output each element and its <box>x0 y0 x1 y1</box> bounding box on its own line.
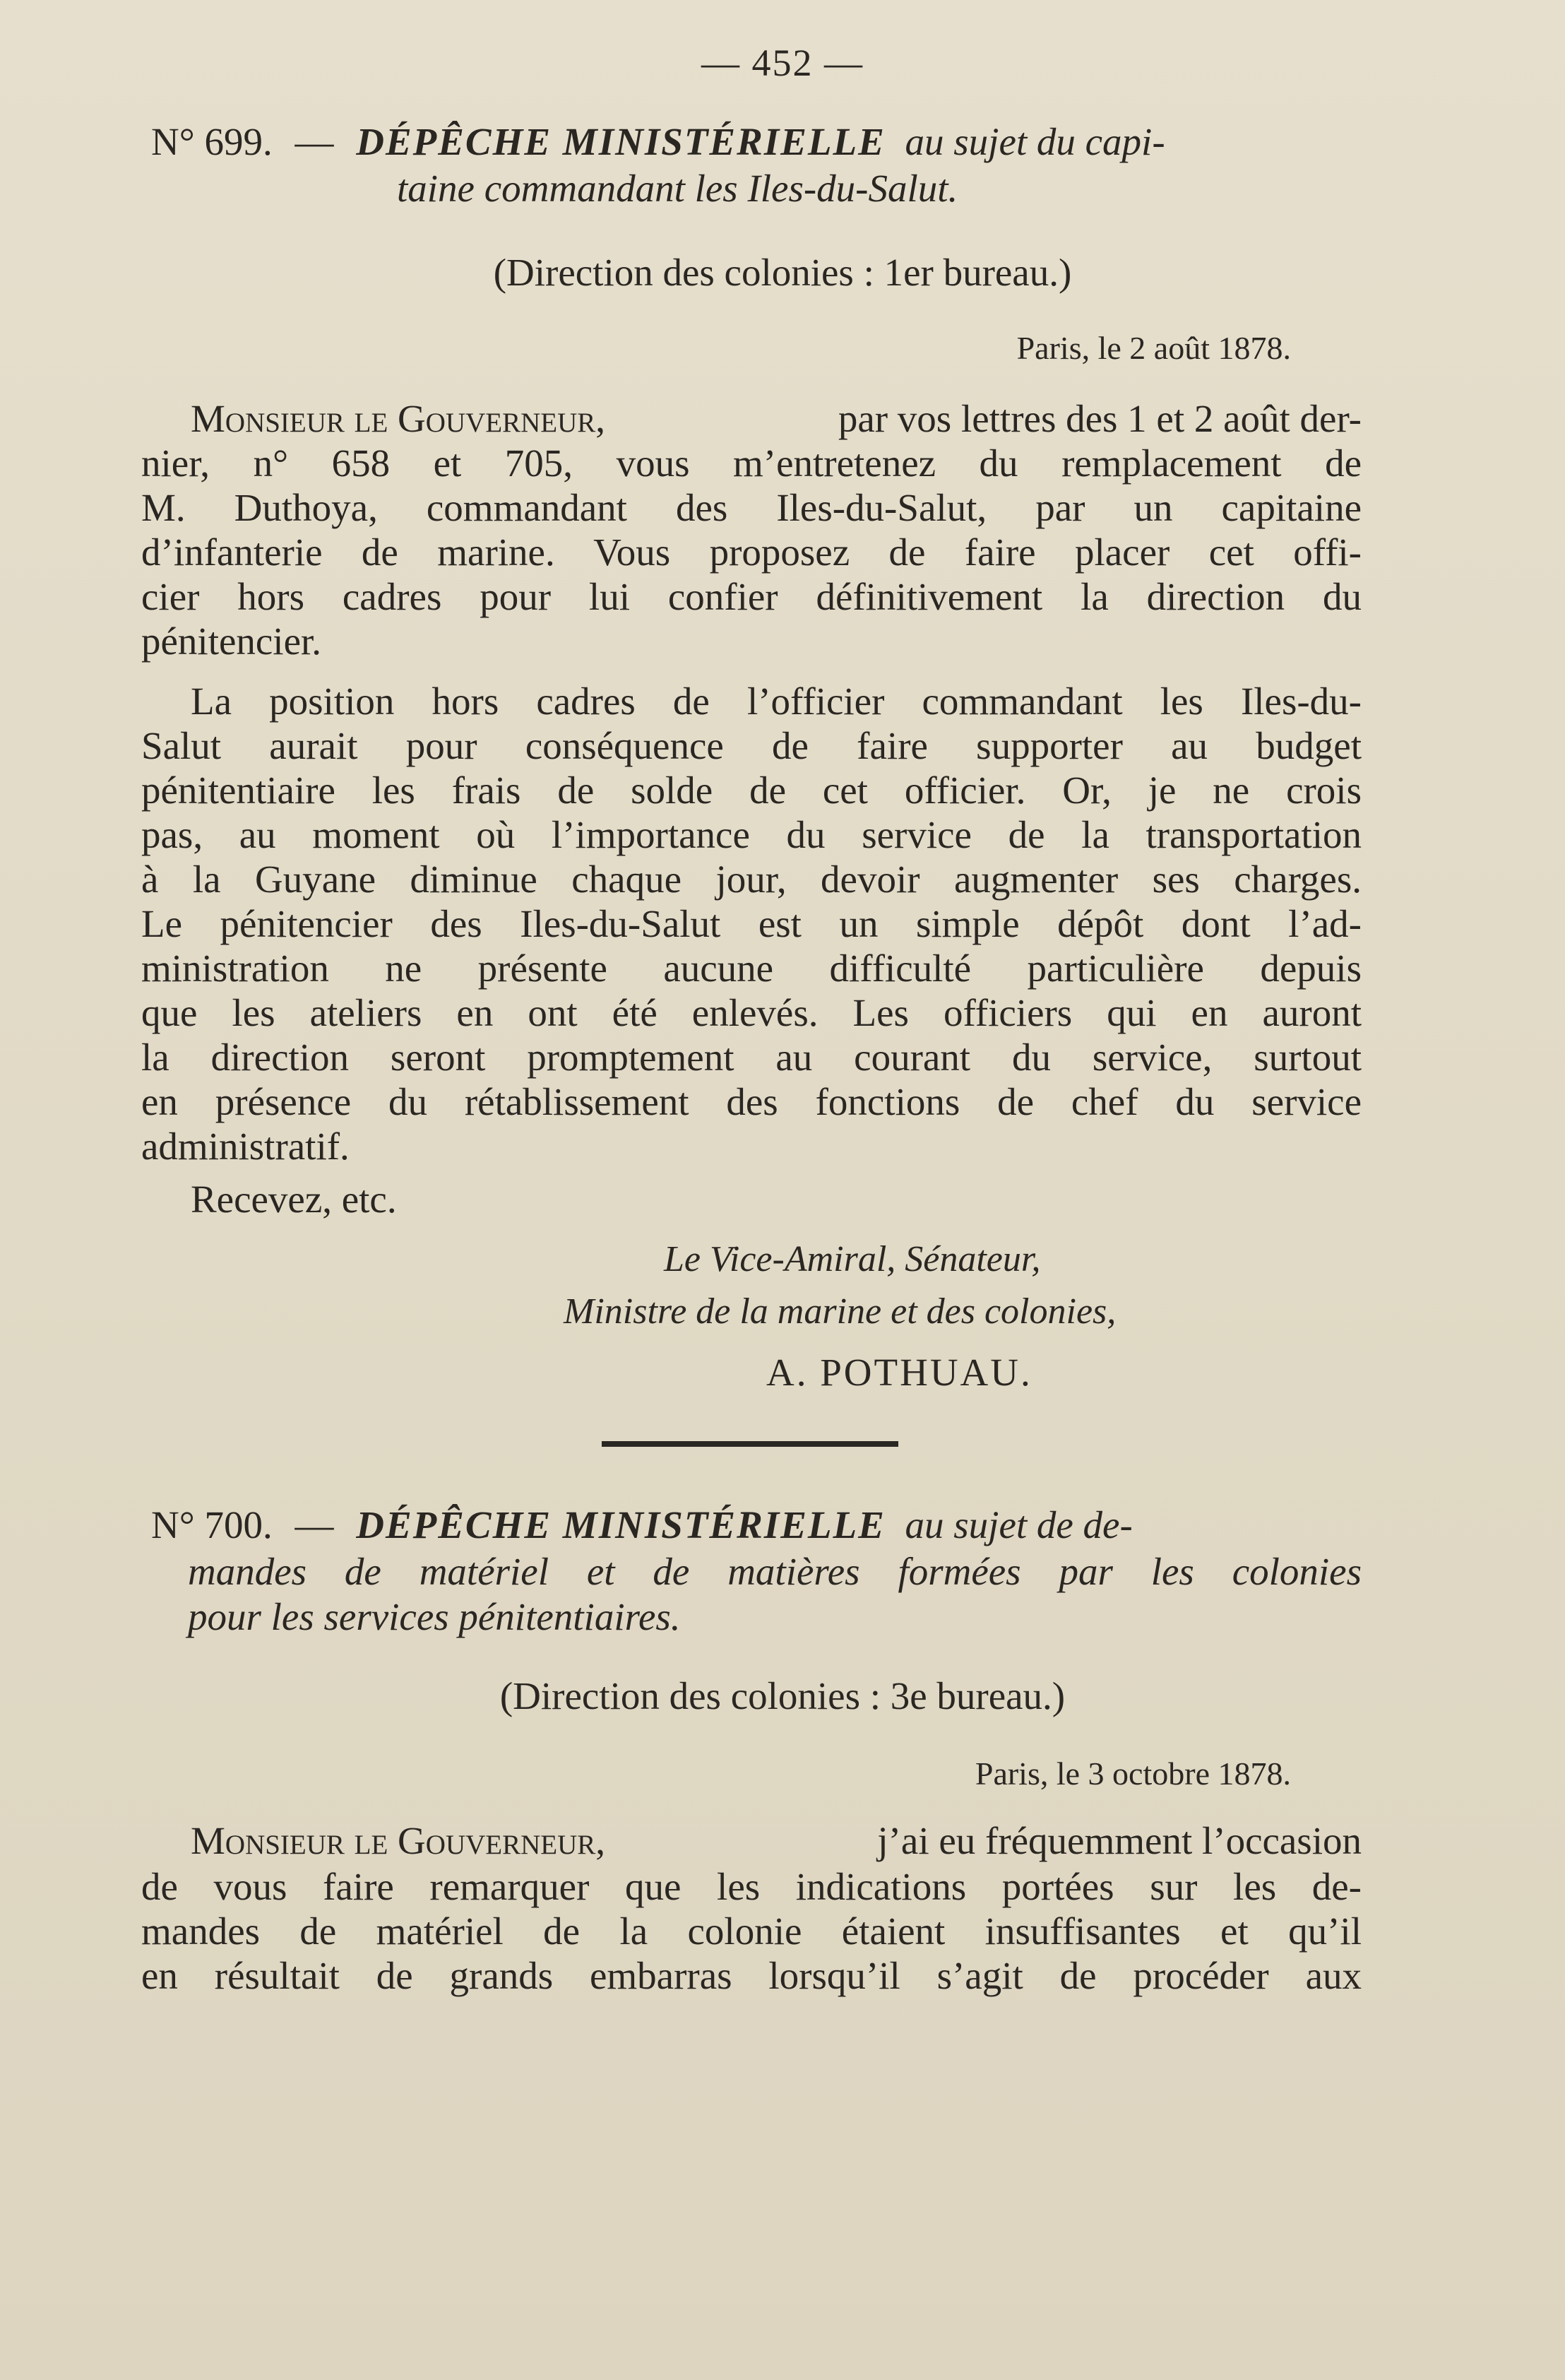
doc699-number: N° 699. <box>151 120 273 163</box>
doc699-closing: Recevez, etc. <box>191 1178 397 1221</box>
doc699-p2-line-3: pas, au moment où l’importance du service de la transportation <box>141 813 1362 856</box>
doc700-subject-line2: mandes de matériel et de matières formées par les colonies <box>188 1550 1362 1593</box>
doc699-p2-line-7: que les ateliers en ont été enlevés. Les officiers qui en auront <box>141 991 1362 1034</box>
doc700-p1-line-0 <box>191 1819 1362 1863</box>
doc700-p1-line-3: en résultait de grands embarras lorsqu’il s’agit de procéder aux <box>141 1954 1362 1997</box>
doc699-signature-line2: Ministre de la marine et des colonies, <box>564 1291 1117 1332</box>
doc700-direction: (Direction des colonies : 3e bureau.) <box>499 1674 1066 1717</box>
doc699-p2-line-1: Salut aurait pour conséquence de faire supporter au budget <box>141 724 1362 767</box>
section-divider <box>602 1441 898 1447</box>
doc699-date: Paris, le 2 août 1878. <box>1016 330 1291 366</box>
doc700-date: Paris, le 3 octobre 1878. <box>975 1756 1291 1792</box>
doc699-p2-line-4: à la Guyane diminue chaque jour, devoir augmenter ses charges. <box>141 858 1362 901</box>
doc699-p1-line-5: pénitencier. <box>141 620 322 663</box>
doc700-salutation: Monsieur le Gouverneur, <box>191 1819 606 1862</box>
doc700-number: N° 700. <box>151 1503 273 1546</box>
doc699-p1-line-1: nier, n° 658 et 705, vous m’entretenez du remplacement de <box>141 442 1362 485</box>
doc699-subject-line1: au sujet du capi- <box>905 120 1165 163</box>
doc700-title: DÉPÊCHE MINISTÉRIELLE <box>356 1503 886 1546</box>
doc700-p1-line-2: mandes de matériel de la colonie étaient insuffisantes et qu’il <box>141 1910 1362 1953</box>
doc700-dash: — <box>294 1503 334 1546</box>
page-number: — 452 — <box>701 42 864 84</box>
doc699-salutation: Monsieur le Gouverneur, <box>191 397 606 440</box>
doc699-dash: — <box>294 120 334 163</box>
doc699-p1-line-4: cier hors cadres pour lui confier définitivement la direction du <box>141 575 1362 618</box>
doc699-signature-line1: Le Vice-Amiral, Sénateur, <box>664 1239 1041 1279</box>
doc699-p1-line-0 <box>191 397 1362 441</box>
doc699-direction: (Direction des colonies : 1er bureau.) <box>493 251 1072 294</box>
doc699-heading-line1 <box>151 120 1362 164</box>
doc700-subject-line3: pour les services pénitentiaires. <box>188 1595 681 1638</box>
doc699-p2-line-2: pénitentiaire les frais de solde de cet officier. Or, je ne crois <box>141 769 1362 812</box>
doc699-p2-line-5: Le pénitencier des Iles-du-Salut est un simple dépôt dont l’ad- <box>141 902 1362 945</box>
doc700-heading-line1 <box>151 1503 1362 1547</box>
doc699-p2-line-8: la direction seront promptement au courant du service, surtout <box>141 1036 1362 1079</box>
doc699-p1-line-3: d’infanterie de marine. Vous proposez de faire placer cet offi- <box>141 531 1362 574</box>
doc699-p2-line-9: en présence du rétablissement des fonctions de chef du service <box>141 1080 1362 1123</box>
doc699-title: DÉPÊCHE MINISTÉRIELLE <box>356 120 886 163</box>
doc699-signature-name: A. POTHUAU. <box>766 1351 1033 1394</box>
doc699-p1-text: par vos lettres des 1 et 2 août der- <box>838 397 1362 440</box>
doc699-p2-line-10: administratif. <box>141 1125 350 1168</box>
doc699-subject-line2: taine commandant les Iles-du-Salut. <box>397 167 958 210</box>
doc700-subject-line1: au sujet de de- <box>905 1503 1133 1546</box>
doc699-p2-line-0: La position hors cadres de l’officier commandant les Iles-du- <box>191 680 1362 723</box>
doc700-p1-text: j’ai eu fréquemment l’occasion <box>877 1819 1362 1862</box>
doc700-p1-line-1: de vous faire remarquer que les indications portées sur les de- <box>141 1865 1362 1908</box>
doc699-p1-line-2: M. Duthoya, commandant des Iles-du-Salut, par un capitaine <box>141 486 1362 529</box>
doc699-p2-line-6: ministration ne présente aucune difficulté particulière depuis <box>141 947 1362 990</box>
